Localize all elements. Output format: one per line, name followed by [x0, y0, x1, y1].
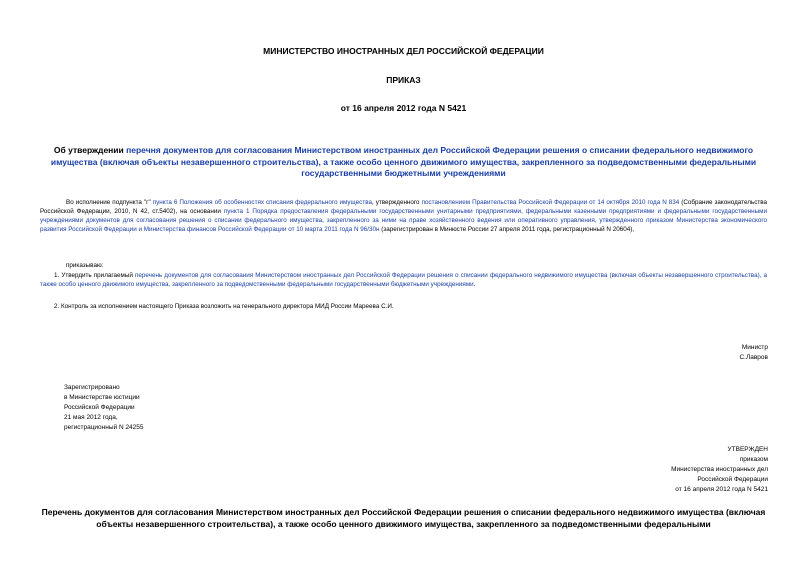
registration-line: регистрационный N 24255	[64, 424, 144, 431]
title-prefix: Об утверждении	[53, 145, 127, 155]
registration-line: Зарегистрировано	[64, 384, 120, 391]
order-item-1	[40, 271, 767, 289]
approval-line: Российской Федерации	[697, 476, 768, 483]
list-title: Перечень документов для согласования Министерством иностранных дел Российской Федерации решения о списании федерального недвижимого имущества (включая объекты незавершенного строительства), а также особо ценного движимого имущества, закрепленного за подведомственными федеральными	[41, 507, 766, 529]
approval-block	[671, 445, 768, 495]
order-title	[40, 145, 767, 180]
approval-line: приказом	[739, 456, 768, 463]
signature-name: С.Лавров	[739, 354, 768, 361]
item1-text-2: .	[473, 281, 476, 288]
preamble-paragraph	[40, 198, 767, 234]
registration-line: в Министерстве юстиции	[64, 394, 140, 401]
approval-line: Министерства иностранных дел	[671, 466, 768, 473]
doc-type-heading: ПРИКАЗ	[386, 75, 421, 85]
registration-block	[64, 383, 144, 433]
order-word: приказываю:	[66, 262, 104, 269]
date-number-heading: от 16 апреля 2012 года N 5421	[340, 103, 467, 113]
approval-line: УТВЕРЖДЕН	[727, 446, 768, 453]
title-link[interactable]: перечня документов для согласования Министерством иностранных дел Российской Федерации решения о списании федерального недвижимого имущества (включая объекты незавершенного строительства), а также особо ценного движимого имущества, закрепленного за подведомственными федеральными государственными бюджетными учреждениями	[50, 145, 757, 178]
signature-block	[739, 343, 768, 363]
preamble-link-2[interactable]: постановлением Правительства Российской Федерации от 14 октября 2010 года N 834	[421, 199, 680, 206]
order-item-2: 2. Контроль за исполнением настоящего Приказа возложить на генерального директора МИД России Мареева С.И.	[54, 303, 394, 310]
preamble-text-1: Во исполнение подпункта "г"	[66, 199, 153, 206]
registration-line: 21 мая 2012 года,	[64, 414, 118, 421]
preamble-text-2: , утвержденного	[371, 199, 422, 206]
signature-position: Министр	[741, 344, 768, 351]
preamble-text-3: (Собрание законодательства Российской Федерации, 2010, N 42, ст.5402), на основании	[40, 199, 767, 215]
ministry-heading: МИНИСТЕРСТВО ИНОСТРАННЫХ ДЕЛ РОССИЙСКОЙ ФЕДЕРАЦИИ	[263, 46, 544, 56]
item1-text-1: 1. Утвердить прилагаемый	[54, 272, 135, 279]
registration-line: Российской Федерации	[64, 404, 135, 411]
approval-line: от 16 апреля 2012 года N 5421	[675, 486, 768, 493]
preamble-text-4: (зарегистрирован в Минюсте России 27 апреля 2011 года, регистрационный N 20604),	[379, 226, 635, 233]
preamble-link-1[interactable]: пункта 6 Положения об особенностях списания федерального имущества	[152, 199, 372, 206]
item1-link[interactable]: перечень документов для согласования Министерством иностранных дел Российской Федерации решения о списании федерального недвижимого имущества (включая объекты незавершенного строительства), а также особо ценного движимого имущества, закрепленного за подведомственными федеральными государственными бюджетными учреждениями	[40, 272, 767, 288]
preamble-link-3[interactable]: пункта 1 Порядка предоставления федеральными государственными унитарными предприятиями, федеральными казенными предприятиями и федеральными государственными учреждениями документов для согласования решения о списании федерального имущества, закрепленного за ними на праве хозяйственного ведения или оперативного управления, утвержденного приказом Министерства экономического развития Российской Федерации и Министерства финансов Российской Федерации от 10 марта 2011 года N 96/30н	[40, 208, 767, 233]
